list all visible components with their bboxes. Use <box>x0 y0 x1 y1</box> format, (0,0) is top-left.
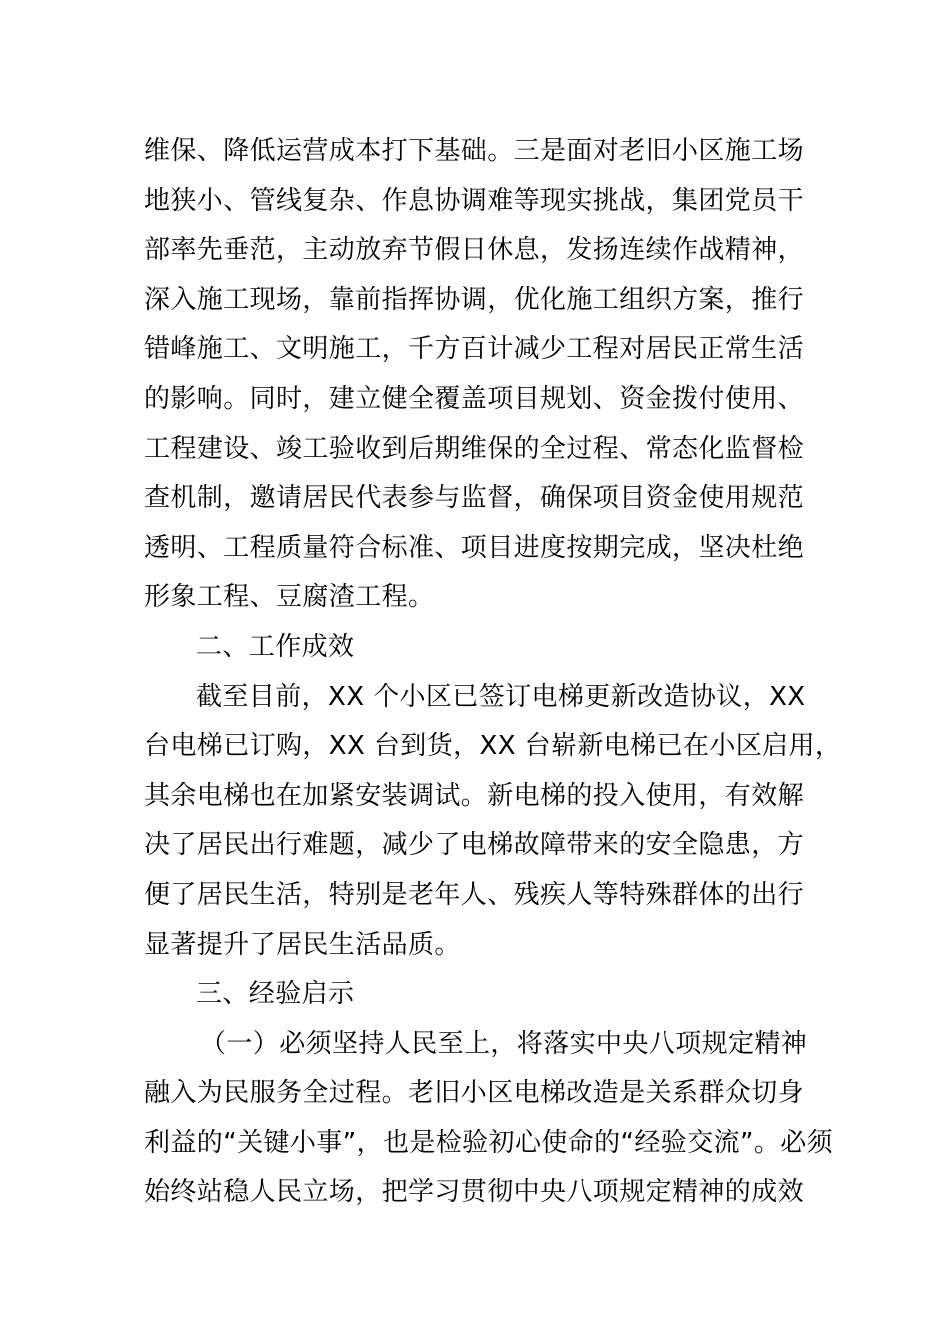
text-line: 地狭小、管线复杂、作息协调难等现实挑战，集团党员干 <box>144 185 805 216</box>
text-line: 的影响。同时，建立健全覆盖项目规划、资金拨付使用、 <box>144 383 805 414</box>
text-line: 始终站稳人民立场，把学习贯彻中央八项规定精神的成效 <box>144 1177 805 1208</box>
text-line: 利益的“关键小事”，也是检验初心使命的“经验交流”。必须 <box>144 1127 834 1158</box>
text-line: 透明、工程质量符合标准、项目进度按期完成，坚决杜绝 <box>144 532 805 563</box>
text-line: 截至目前，XX 个小区已签订电梯更新改造协议，XX <box>196 681 806 712</box>
section-heading-lessons: 三、经验启示 <box>196 979 355 1010</box>
body-text <box>144 127 844 1218</box>
text-line: 台电梯已订购，XX 台到货，XX 台崭新电梯已在小区启用， <box>144 731 842 762</box>
subsection-heading: （一）必须坚持人民至上，将落实中央八项规定精神 <box>200 1028 808 1059</box>
text-line: 显著提升了居民生活品质。 <box>144 929 461 960</box>
text-line: 其余电梯也在加紧安装调试。新电梯的投入使用，有效解 <box>144 780 805 811</box>
text-line: 查机制，邀请居民代表参与监督，确保项目资金使用规范 <box>144 483 805 514</box>
text-line: 决了居民出行难题，减少了电梯故障带来的安全隐患，方 <box>144 830 805 861</box>
text-line: 深入施工现场，靠前指挥协调，优化施工组织方案，推行 <box>144 284 805 315</box>
text-line: 维保、降低运营成本打下基础。三是面对老旧小区施工场 <box>144 136 805 166</box>
text-line: 形象工程、豆腐渣工程。 <box>144 582 435 613</box>
text-line: 便了居民生活，特别是老年人、残疾人等特殊群体的出行 <box>144 879 805 910</box>
text-line: 工程建设、竣工验收到后期维保的全过程、常态化监督检 <box>144 433 805 464</box>
section-heading-results: 二、工作成效 <box>196 631 355 662</box>
text-line: 错峰施工、文明施工，千方百计减少工程对居民正常生活 <box>144 334 805 365</box>
text-line: 融入为民服务全过程。老旧小区电梯改造是关系群众切身 <box>144 1078 805 1109</box>
text-line: 部率先垂范，主动放弃节假日休息，发扬连续作战精神， <box>144 235 805 266</box>
